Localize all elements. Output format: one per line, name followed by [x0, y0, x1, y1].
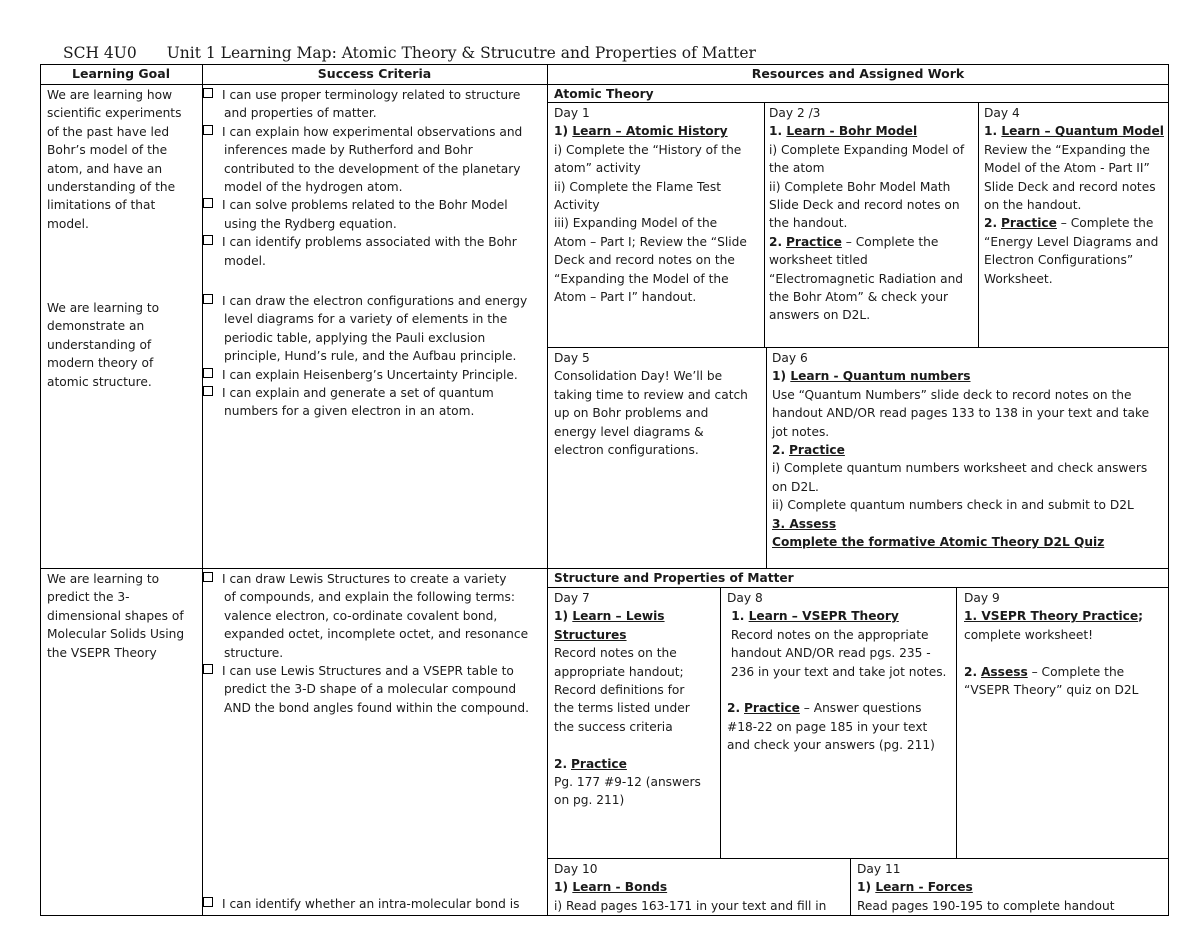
day7-day8-divider [720, 587, 721, 858]
criterion-item: I can explain and generate a set of quantum [203, 384, 527, 402]
checkbox-icon[interactable] [203, 368, 213, 378]
criteria-col-divider [547, 64, 548, 916]
course-code: SCH 4U0 [63, 44, 137, 62]
criterion-item: I can use Lewis Structures and a VSEPR table to [203, 662, 529, 680]
day6-cell: Day 6 1) Learn - Quantum numbers Use “Quantum Numbers” slide deck to record notes on the handout AND/OR read pages 133 to 138 in your text and take jot notes. 2. Practice i) Complete quantum numbers worksheet and check answers on D2L. ii) Complete quantum numbers check in and submit to D2L 3. Assess Complete the formative Atomic Theory D2L Quiz [772, 351, 1150, 550]
checkbox-icon[interactable] [203, 897, 213, 907]
criteria-list-bonds [203, 895, 519, 913]
unit-title: Unit 1 Learning Map: Atomic Theory & Strucutre and Properties of Matter [166, 44, 756, 62]
day10-day11-divider [850, 858, 851, 916]
day4-cell: Day 4 1. Learn – Quantum Model Review the “Expanding the Model of the Atom - Part II” Slide Deck and record notes on the handout. 2. Practice – Complete the “Energy Level Diagrams and Electron Configurations” Worksheet. [984, 106, 1164, 286]
criterion-item: I can identify whether an intra-molecular bond is [203, 895, 519, 913]
day1-day23-divider [764, 102, 765, 347]
page-title [63, 44, 756, 62]
day7-cell: Day 7 1) Learn – Lewis Structures Record notes on the appropriate handout; Record definitions for the terms listed under the success criteria 2. Practice Pg. 177 #9-12 (answers on pg. 211) [554, 591, 701, 808]
day8-cell: Day 8 1. Learn – VSEPR Theory Record notes on the appropriate handout AND/OR read pgs. 235 - 236 in your text and take jot notes. 2. Practice – Answer questions #18-22 on page 185 in your text and check your answers (pg. 211) [727, 591, 947, 753]
criterion-item: I can draw Lewis Structures to create a variety [203, 570, 529, 588]
criterion-item: I can explain Heisenberg’s Uncertainty Principle. [203, 366, 527, 384]
day11-cell: Day 11 1) Learn - Forces Read pages 190-195 to complete handout [857, 862, 1115, 913]
day9-cell: Day 9 1. VSEPR Theory Practice; complete worksheet! 2. Assess – Complete the “VSEPR Theory” quiz on D2L [964, 591, 1144, 698]
checkbox-icon[interactable] [203, 572, 213, 582]
criterion-item: I can explain how experimental observations and [203, 123, 522, 141]
goal-atomic-models: We are learning how scientific experiments of the past have led Bohr’s model of the atom, and have an understanding of the limitations of that model. [47, 88, 182, 231]
checkbox-icon[interactable] [203, 386, 213, 396]
checkbox-icon[interactable] [203, 88, 213, 98]
section-title-structure: Structure and Properties of Matter [554, 571, 794, 585]
section-title-atomic-theory: Atomic Theory [554, 87, 654, 101]
criterion-item: I can identify problems associated with the Bohr [203, 233, 522, 251]
checkbox-icon[interactable] [203, 235, 213, 245]
day23-cell: Day 2 /3 1. Learn - Bohr Model i) Complete Expanding Model of the atom ii) Complete Bohr Model Math Slide Deck and record notes on the handout. 2. Practice – Complete the worksheet titled “Electromagnetic Radiation and the Bohr Atom” & check your answers on D2L. [769, 106, 965, 323]
criteria-list-structure: I can draw Lewis Structures to create a variety of compounds, and explain the following terms: valence electron, co-ordinate covalent bond, expanded octet, incomplete octet, and resonance structure. I can use Lewis Structures and a VSEPR table to predict the 3-D shape of a molecular compound AND the bond angles found within the compound. [203, 570, 529, 717]
criteria-list-atomic: I can use proper terminology related to structure and properties of matter. I can explain how experimental observations and inferences made by Rutherford and Bohr contributed to the development of the planetary model of the hydrogen atom. I can solve problems related to the Bohr Model using the Rydberg equation. I can identify problems associated with the Bohr model. [203, 86, 522, 270]
day23-day4-divider [978, 102, 979, 347]
checkbox-icon[interactable] [203, 294, 213, 304]
criterion-item: I can solve problems related to the Bohr Model [203, 196, 522, 214]
criterion-item: I can use proper terminology related to structure [203, 86, 522, 104]
checkbox-icon[interactable] [203, 664, 213, 674]
day8-day9-divider [956, 587, 957, 858]
section2-row-divider [547, 858, 1169, 859]
goal-modern-theory: We are learning to demonstrate an understanding of modern theory of atomic structure. [47, 301, 160, 389]
day5-day6-divider [766, 347, 767, 568]
criterion-item: I can draw the electron configurations and energy [203, 292, 527, 310]
section1-row-divider [547, 347, 1169, 348]
checkbox-icon[interactable] [203, 125, 213, 135]
day10-cell: Day 10 1) Learn - Bonds i) Read pages 163-171 in your text and fill in [554, 862, 827, 913]
criteria-list-modern: I can draw the electron configurations and energy level diagrams for a variety of elements in the periodic table, applying the Pauli exclusion principle, Hund’s rule, and the Aufbau principle. I can explain Heisenberg’s Uncertainty Principle. I can explain and generate a set of quantum numbers for a given electron in an atom. [203, 292, 527, 421]
header-learning-goal: Learning Goal [72, 66, 170, 81]
goal-vsepr: We are learning to predict the 3- dimensional shapes of Molecular Solids Using the VSEPR Theory [47, 572, 185, 660]
header-success-criteria: Success Criteria [317, 66, 432, 81]
checkbox-icon[interactable] [203, 198, 213, 208]
day5-cell: Day 5 Consolidation Day! We’ll be taking time to review and catch up on Bohr problems and energy level diagrams & electron configurations. [554, 351, 748, 458]
day1-cell: Day 1 1) Learn – Atomic History i) Complete the “History of the atom” activity ii) Complete the Flame Test Activity iii) Expanding Model of the Atom – Part I; Review the “Slide Deck and record notes on the “Expanding the Model of the Atom – Part I” handout. [554, 106, 747, 305]
header-resources: Resources and Assigned Work [751, 66, 965, 81]
